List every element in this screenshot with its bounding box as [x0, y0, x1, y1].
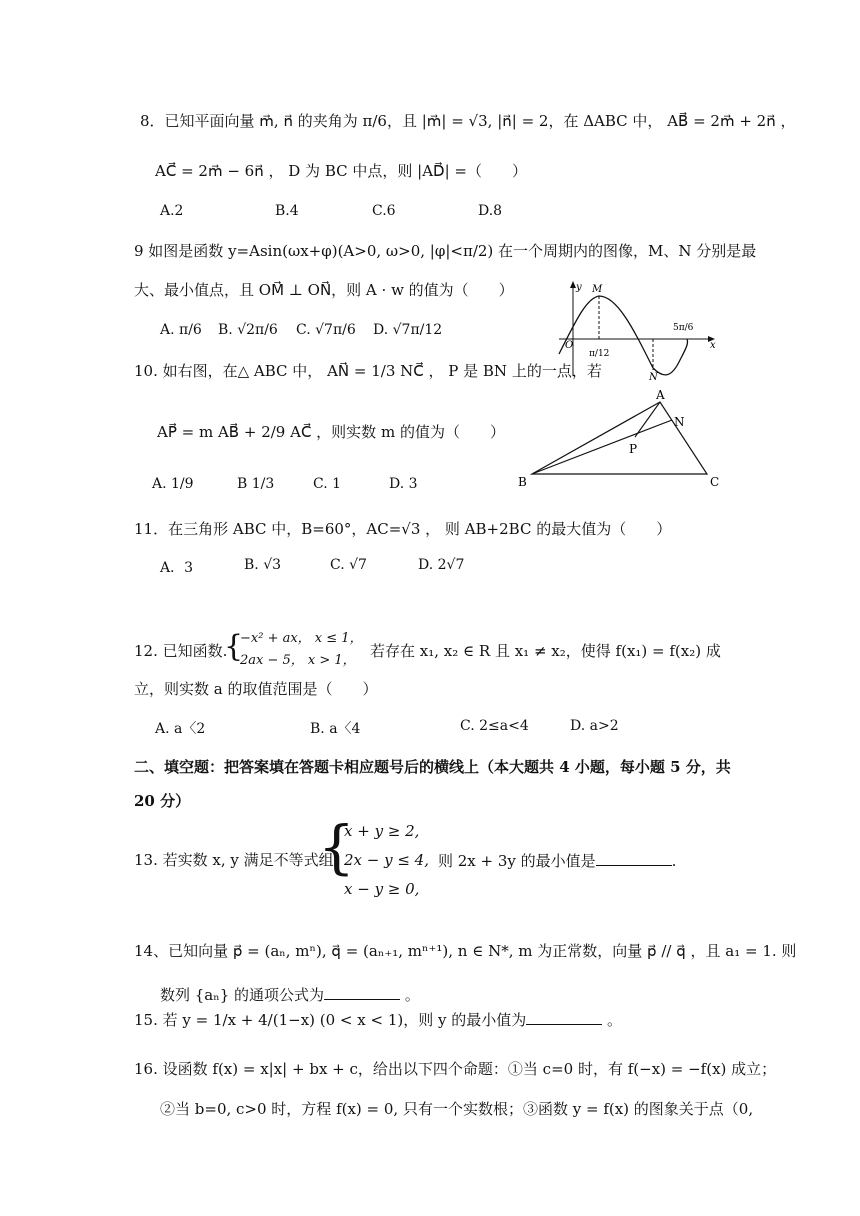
q12-prefix: 12. 已知函数. — [134, 642, 228, 660]
q13-sys2: 2x − y ≤ 4, — [344, 851, 429, 869]
q13-brace: { — [318, 813, 355, 881]
section2-heading-line2: 20 分） — [134, 792, 191, 810]
fig-label-c: C — [710, 475, 720, 489]
q9-option-c: C. √7π/6 — [296, 322, 356, 338]
q15-prefix: 15. 若 y = 1/x + 4/(1−x) (0 < x < 1)，则 y 的最小值为 — [134, 1011, 527, 1029]
q12-case1: −x² + ax， x ≤ 1， — [240, 631, 363, 646]
q14-line2-suffix: 。 — [400, 986, 420, 1004]
graph-y-label: y — [576, 282, 582, 293]
q12-case2: 2ax − 5， x > 1， — [240, 653, 356, 668]
q9-option-d: D. √7π/12 — [373, 322, 443, 338]
q10-option-c: C. 1 — [313, 476, 342, 492]
q8-option-b: B.4 — [275, 203, 299, 219]
q13-sys1: x + y ≥ 2, — [344, 822, 420, 840]
q9-line2: 大、最小值点，且 OM⃗ ⊥ ON⃗，则 A · w 的值为（ ） — [134, 281, 514, 299]
q10-line1: 10. 如右图，在△ ABC 中， AN⃗ = 1/3 NC⃗ ， P 是 BN 上的一点，若 — [134, 362, 602, 380]
fig-label-n: N — [674, 415, 685, 429]
graph-x-label: x — [710, 340, 716, 351]
q10-triangle-figure — [512, 388, 732, 492]
q10-option-a: A. 1/9 — [152, 476, 194, 492]
graph-m-label: M — [592, 284, 603, 295]
q15-suffix: 。 — [602, 1011, 623, 1029]
q8-option-a: A.2 — [160, 203, 184, 219]
graph-origin-label: O — [565, 340, 574, 351]
q13-suffix-text: 则 2x + 3y 的最小值是 — [438, 852, 596, 870]
q16-line2: ②当 b=0, c>0 时，方程 f(x) = 0, 只有一个实数根；③函数 y = f(x) 的图象关于点（0, — [160, 1100, 754, 1118]
q14-line2-prefix: 数列 {aₙ} 的通项公式为 — [160, 986, 325, 1004]
section2-heading-line1: 二、填空题：把答案填在答题卡相应题号后的横线上（本大题共 4 小题，每小题 5 分，共 — [134, 758, 731, 776]
q11-option-b: B. √3 — [244, 557, 282, 573]
q13-prefix: 13. 若实数 x, y 满足不等式组 — [134, 851, 334, 869]
q14-line1: 14、已知向量 p⃗ = (aₙ, mⁿ), q⃗ = (aₙ₊₁, mⁿ⁺¹), n ∈ N*, m 为正常数，向量 p⃗ // q⃗ ，且 a₁ = 1. 则 — [134, 942, 797, 960]
q12-line2: 立，则实数 a 的取值范围是（ ） — [134, 680, 378, 698]
q9-line1: 9 如图是函数 y=Asin(ωx+φ)(A>0, ω>0, |φ|<π/2) 在一个周期内的图像，M、N 分别是最 — [134, 242, 757, 260]
q12-option-d: D. a>2 — [570, 718, 619, 734]
q10-option-d: D. 3 — [389, 476, 418, 492]
fig-label-b: B — [518, 475, 527, 489]
q15-answer-blank[interactable] — [526, 1010, 602, 1025]
fig-label-p: P — [629, 442, 638, 456]
q8-option-c: C.6 — [372, 203, 396, 219]
q9-option-a: A. π/6 — [160, 322, 202, 338]
q8-line1: 8．已知平面向量 m⃗, n⃗ 的夹角为 π/6，且 |m⃗| = √3, |n⃗| = 2，在 ΔABC 中， AB⃗ = 2m⃗ + 2n⃗ ， — [140, 112, 796, 130]
q8-option-d: D.8 — [478, 203, 503, 219]
q15-line — [134, 1010, 622, 1029]
q16-line1: 16. 设函数 f(x) = x|x| + bx + c，给出以下四个命题：①当 c=0 时，有 f(−x) = −f(x) 成立； — [134, 1060, 777, 1078]
q13-answer-blank[interactable] — [596, 851, 672, 866]
q11-line1: 11．在三角形 ABC 中，B=60°，AC=√3 ， 则 AB+2BC 的最大值为（ ） — [134, 520, 672, 538]
graph-n-label: N — [649, 372, 658, 380]
q12-suffix: 若存在 x₁, x₂ ∈ R 且 x₁ ≠ x₂，使得 f(x₁) = f(x₂) 成 — [370, 642, 721, 660]
q9-option-b: B. √2π/6 — [218, 322, 278, 338]
q10-option-b: B 1/3 — [237, 476, 275, 492]
q8-line2: AC⃗ = 2m⃗ − 6n⃗ ， D 为 BC 中点，则 |AD⃗| =（ ） — [155, 162, 527, 180]
graph-tick-5pi6: 5π/6 — [673, 323, 694, 333]
q12-option-c: C. 2≤a<4 — [460, 718, 529, 734]
q13-suffix — [438, 851, 676, 870]
q13-end: . — [671, 852, 677, 870]
graph-tick-pi12: π/12 — [589, 349, 610, 359]
q12-option-a: A. a〈2 — [155, 721, 206, 737]
q14-answer-blank[interactable] — [324, 985, 400, 1000]
q11-option-d: D. 2√7 — [418, 557, 465, 573]
q12-option-b: B. a〈4 — [310, 721, 361, 737]
q14-line2 — [160, 985, 420, 1004]
fig-label-a: A — [656, 388, 665, 402]
q13-sys3: x − y ≥ 0, — [344, 880, 420, 898]
q12-brace: { — [224, 629, 244, 664]
q10-line2: AP⃗ = m AB⃗ + 2/9 AC⃗ ，则实数 m 的值为（ ） — [157, 423, 505, 441]
q11-option-a: A．3 — [160, 560, 194, 576]
q11-option-c: C. √7 — [330, 557, 367, 573]
